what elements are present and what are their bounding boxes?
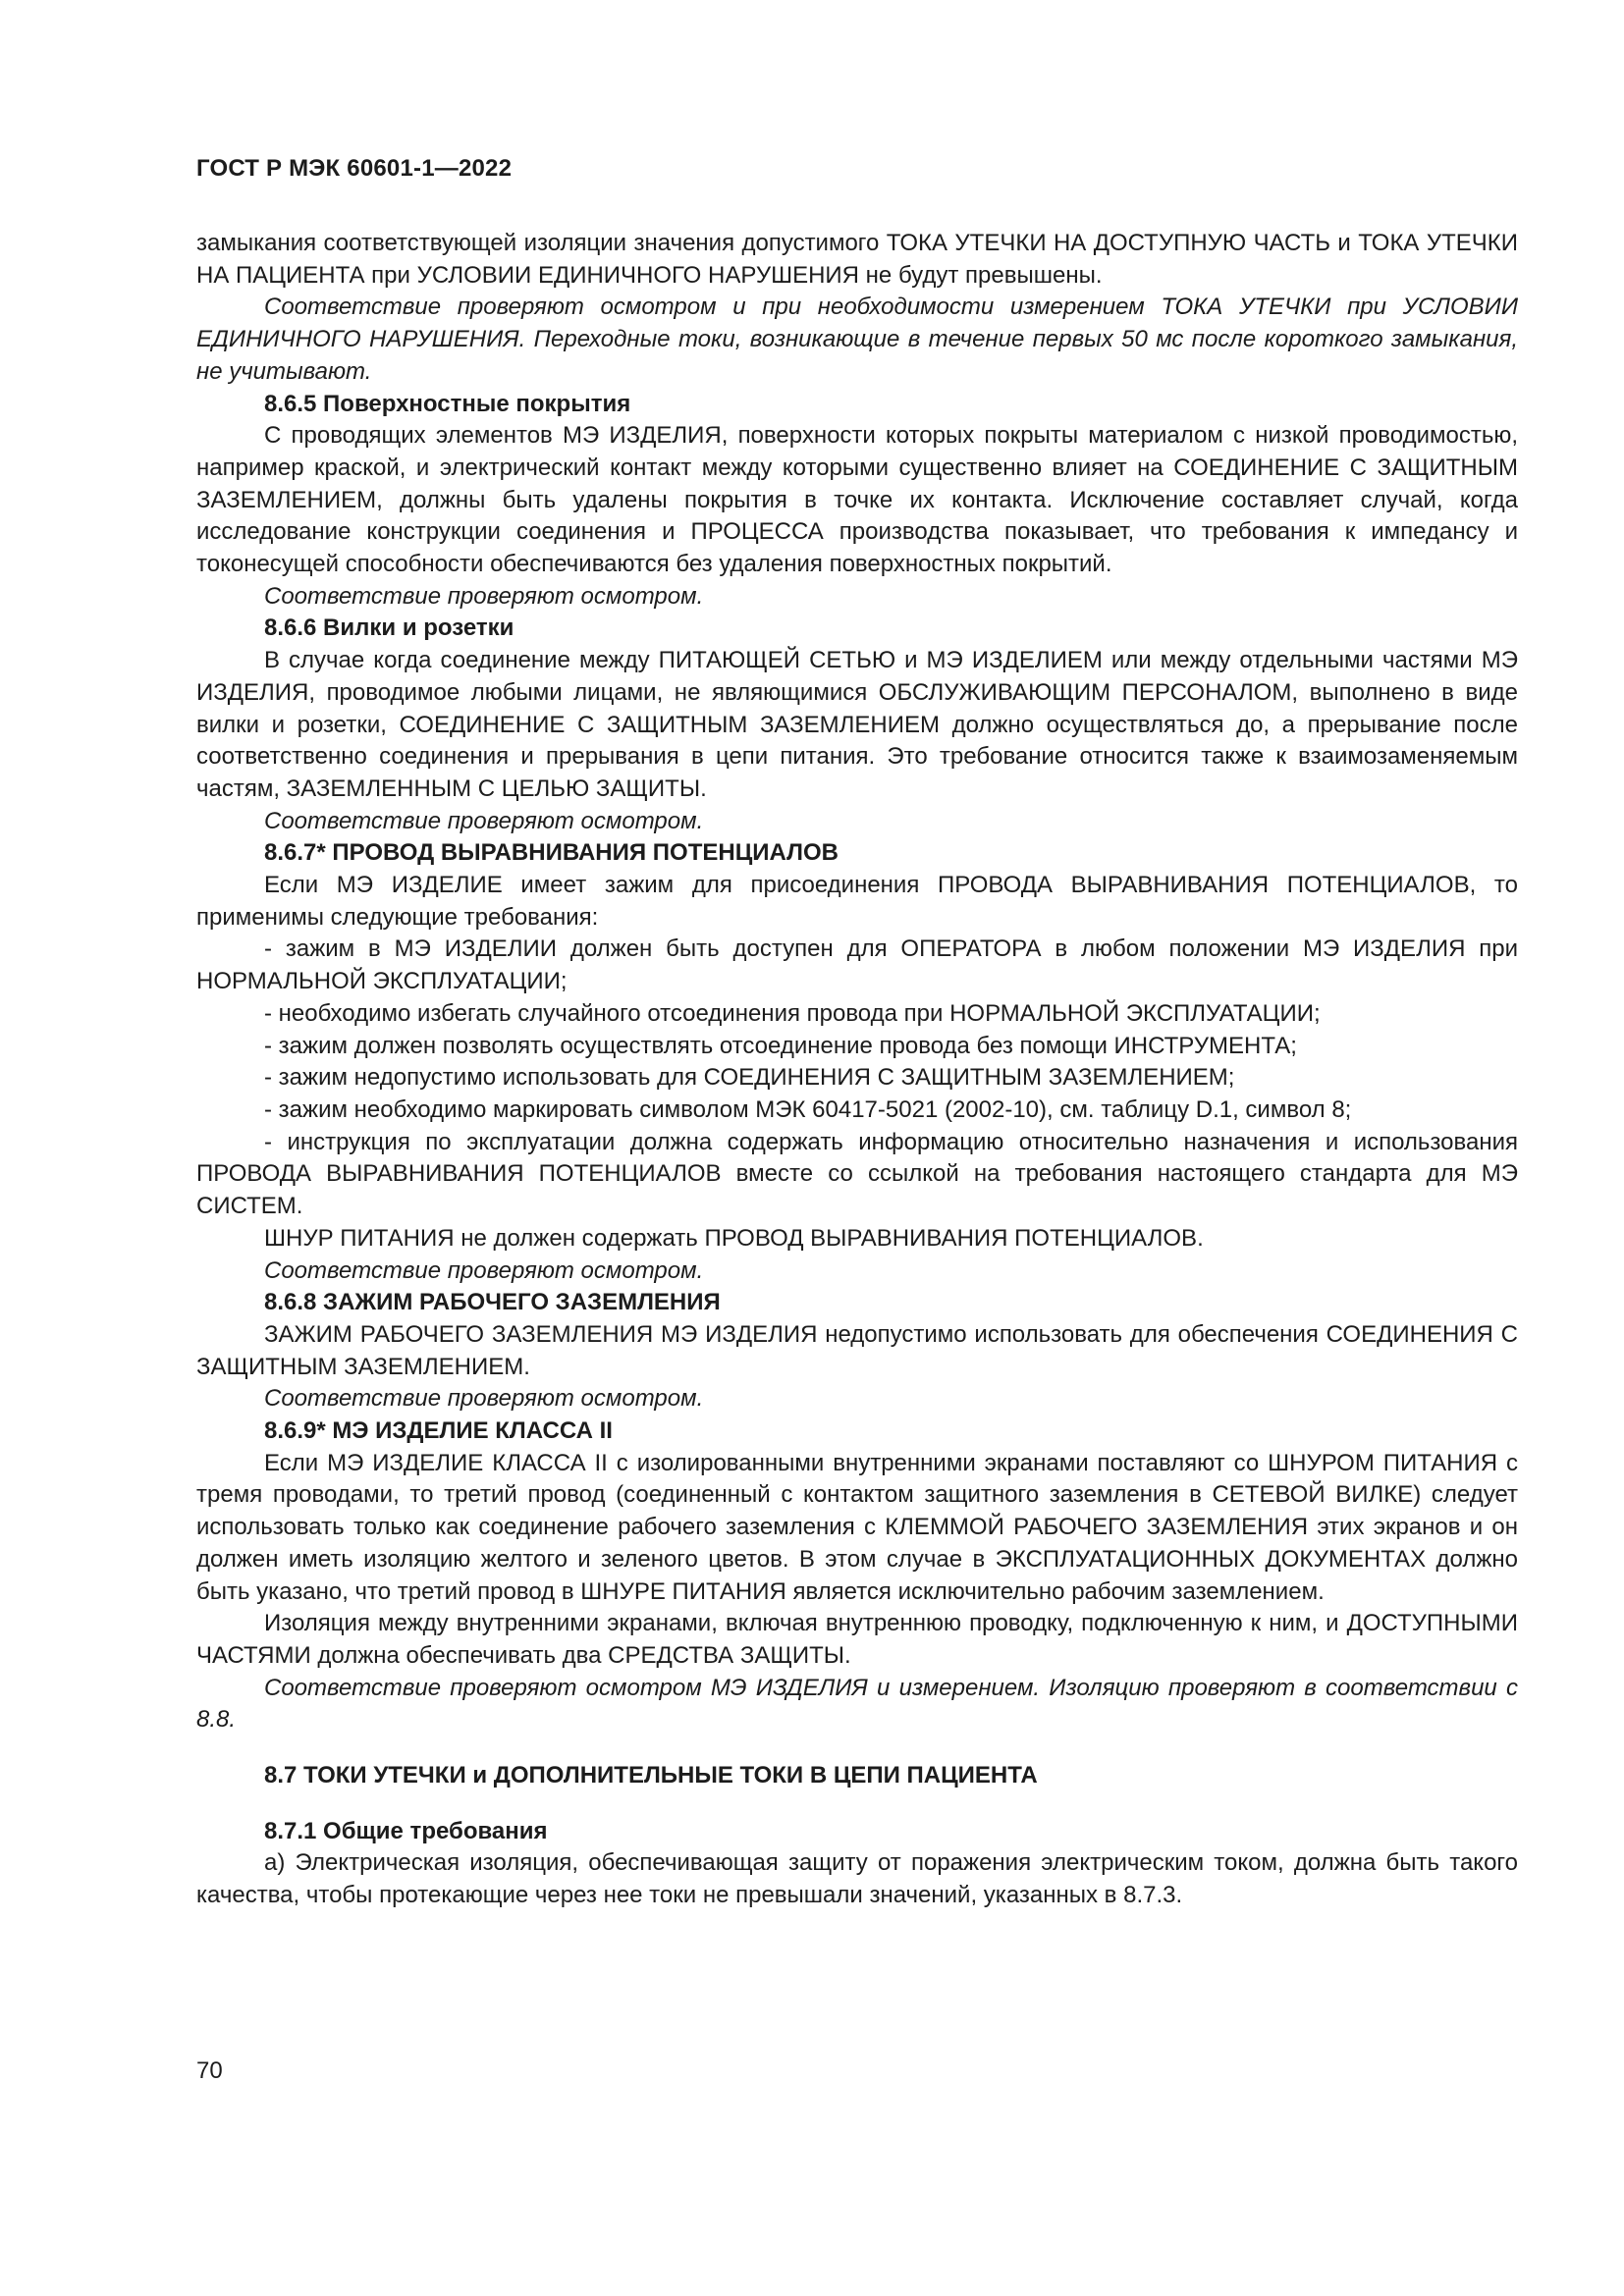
paragraph: a) Электрическая изоляция, обеспечивающая защиту от поражения электрическим током, должна быть такого качества, чтобы протекающие через нее токи не превышали значений, указанных в 8.7.3. — [196, 1849, 1518, 1909]
paragraph: ЗАЖИМ РАБОЧЕГО ЗАЗЕМЛЕНИЯ МЭ ИЗДЕЛИЯ недопустимо использовать для обеспечения СОЕДИНЕНИЯ С ЗАЩИТНЫМ ЗАЗЕМЛЕНИЕМ. — [196, 1320, 1518, 1380]
section-heading-8-7-1: 8.7.1 Общие требования — [264, 1817, 548, 1844]
compliance-note: Соответствие проверяют осмотром и при необходимости измерением ТОКА УТЕЧКИ при УСЛОВИИ ЕДИНИЧНОГО НАРУШЕНИЯ. Переходные токи, возникающие в течение первых 50 мс после короткого замыкания, не учитывают. — [196, 294, 1518, 385]
list-item: - зажим в МЭ ИЗДЕЛИИ должен быть доступен для ОПЕРАТОРА в любом положении МЭ ИЗДЕЛИЯ при НОРМАЛЬНОЙ ЭКСПЛУАТАЦИИ; — [196, 935, 1518, 995]
list-item: - необходимо избегать случайного отсоединения провода при НОРМАЛЬНОЙ ЭКСПЛУАТАЦИИ; — [264, 999, 1321, 1027]
paragraph: В случае когда соединение между ПИТАЮЩЕЙ СЕТЬЮ и МЭ ИЗДЕЛИЕМ или между отдельными частями МЭ ИЗДЕЛИЯ, проводимое любыми лицами, не являющимися ОБСЛУЖИВАЮЩИМ ПЕРСОНАЛОМ, выполнено в виде вилки и розетки, СОЕДИНЕНИЕ С ЗАЩИТНЫМ ЗАЗЕМЛЕНИЕМ должно осуществляться до, а прерывание после соответственно соединения и прерывания в цепи питания. Это требование относится также к взаимозаменяемым частям, ЗАЗЕМЛЕННЫМ С ЦЕЛЬЮ ЗАЩИТЫ. — [196, 647, 1518, 802]
paragraph: замыкания соответствующей изоляции значения допустимого ТОКА УТЕЧКИ НА ДОСТУПНУЮ ЧАСТЬ и ТОКА УТЕЧКИ НА ПАЦИЕНТА при УСЛОВИИ ЕДИНИЧНОГО НАРУШЕНИЯ не будут превышены. — [196, 230, 1518, 289]
compliance-note: Соответствие проверяют осмотром. — [264, 1385, 704, 1413]
section-heading-8-6-7: 8.6.7* ПРОВОД ВЫРАВНИВАНИЯ ПОТЕНЦИАЛОВ — [264, 839, 839, 867]
paragraph: Изоляция между внутренними экранами, включая внутреннюю проводку, подключенную к ним, и ДОСТУПНЫМИ ЧАСТЯМИ должна обеспечивать два СРЕДСТВА ЗАЩИТЫ. — [196, 1610, 1518, 1669]
list-item: - зажим должен позволять осуществлять отсоединение провода без помощи ИНСТРУМЕНТА; — [264, 1032, 1297, 1059]
compliance-note: Соответствие проверяют осмотром. — [264, 582, 704, 610]
list-item: - инструкция по эксплуатации должна содержать информацию относительно назначения и использования ПРОВОДА ВЫРАВНИВАНИЯ ПОТЕНЦИАЛОВ вместе со ссылкой на требования настоящего стандарта для МЭ СИСТЕМ. — [196, 1128, 1518, 1220]
section-heading-8-6-8: 8.6.8 ЗАЖИМ РАБОЧЕГО ЗАЗЕМЛЕНИЯ — [264, 1289, 721, 1316]
document-header: ГОСТ Р МЭК 60601-1—2022 — [196, 155, 513, 182]
paragraph: Если МЭ ИЗДЕЛИЕ имеет зажим для присоединения ПРОВОДА ВЫРАВНИВАНИЯ ПОТЕНЦИАЛОВ, то применимы следующие требования: — [196, 872, 1518, 931]
paragraph: Если МЭ ИЗДЕЛИЕ КЛАССА II с изолированными внутренними экранами поставляют со ШНУРОМ ПИТАНИЯ с тремя проводами, то третий провод (соединенный с контактом защитного заземления в СЕТЕВОЙ ВИЛКЕ) следует использовать только как соединение рабочего заземления с КЛЕММОЙ РАБОЧЕГО ЗАЗЕМЛЕНИЯ этих экранов и он должен иметь изоляцию желтого и зеленого цветов. В этом случае в ЭКСПЛУАТАЦИОННЫХ ДОКУМЕНТАХ должно быть указано, что третий провод в ШНУРЕ ПИТАНИЯ является исключительно рабочим заземлением. — [196, 1449, 1518, 1605]
compliance-note: Соответствие проверяют осмотром МЭ ИЗДЕЛИЯ и измерением. Изоляцию проверяют в соответствии с 8.8. — [196, 1674, 1518, 1734]
section-heading-8-6-6: 8.6.6 Вилки и розетки — [264, 614, 514, 642]
compliance-note: Соответствие проверяют осмотром. — [264, 807, 704, 834]
section-heading-8-6-9: 8.6.9* МЭ ИЗДЕЛИЕ КЛАССА II — [264, 1417, 613, 1445]
section-heading-8-6-5: 8.6.5 Поверхностные покрытия — [264, 390, 631, 417]
list-item: - зажим недопустимо использовать для СОЕДИНЕНИЯ С ЗАЩИТНЫМ ЗАЗЕМЛЕНИЕМ; — [264, 1064, 1235, 1092]
page-number: 70 — [196, 2057, 223, 2084]
page-content — [196, 228, 1518, 1912]
compliance-note: Соответствие проверяют осмотром. — [264, 1256, 704, 1284]
paragraph: ШНУР ПИТАНИЯ не должен содержать ПРОВОД ВЫРАВНИВАНИЯ ПОТЕНЦИАЛОВ. — [264, 1224, 1204, 1252]
section-heading-8-7: 8.7 ТОКИ УТЕЧКИ и ДОПОЛНИТЕЛЬНЫЕ ТОКИ В ЦЕПИ ПАЦИЕНТА — [264, 1762, 1038, 1789]
paragraph: С проводящих элементов МЭ ИЗДЕЛИЯ, поверхности которых покрыты материалом с низкой проводимостью, например краской, и электрический контакт между которыми существенно влияет на СОЕДИНЕНИЕ С ЗАЩИТНЫМ ЗАЗЕМЛЕНИЕМ, должны быть удалены покрытия в точке их контакта. Исключение составляет случай, когда исследование конструкции соединения и ПРОЦЕССА производства показывает, что требования к импедансу и токонесущей способности обеспечиваются без удаления поверхностных покрытий. — [196, 422, 1518, 578]
list-item: - зажим необходимо маркировать символом МЭК 60417-5021 (2002-10), см. таблицу D.1, символ 8; — [264, 1095, 1352, 1123]
